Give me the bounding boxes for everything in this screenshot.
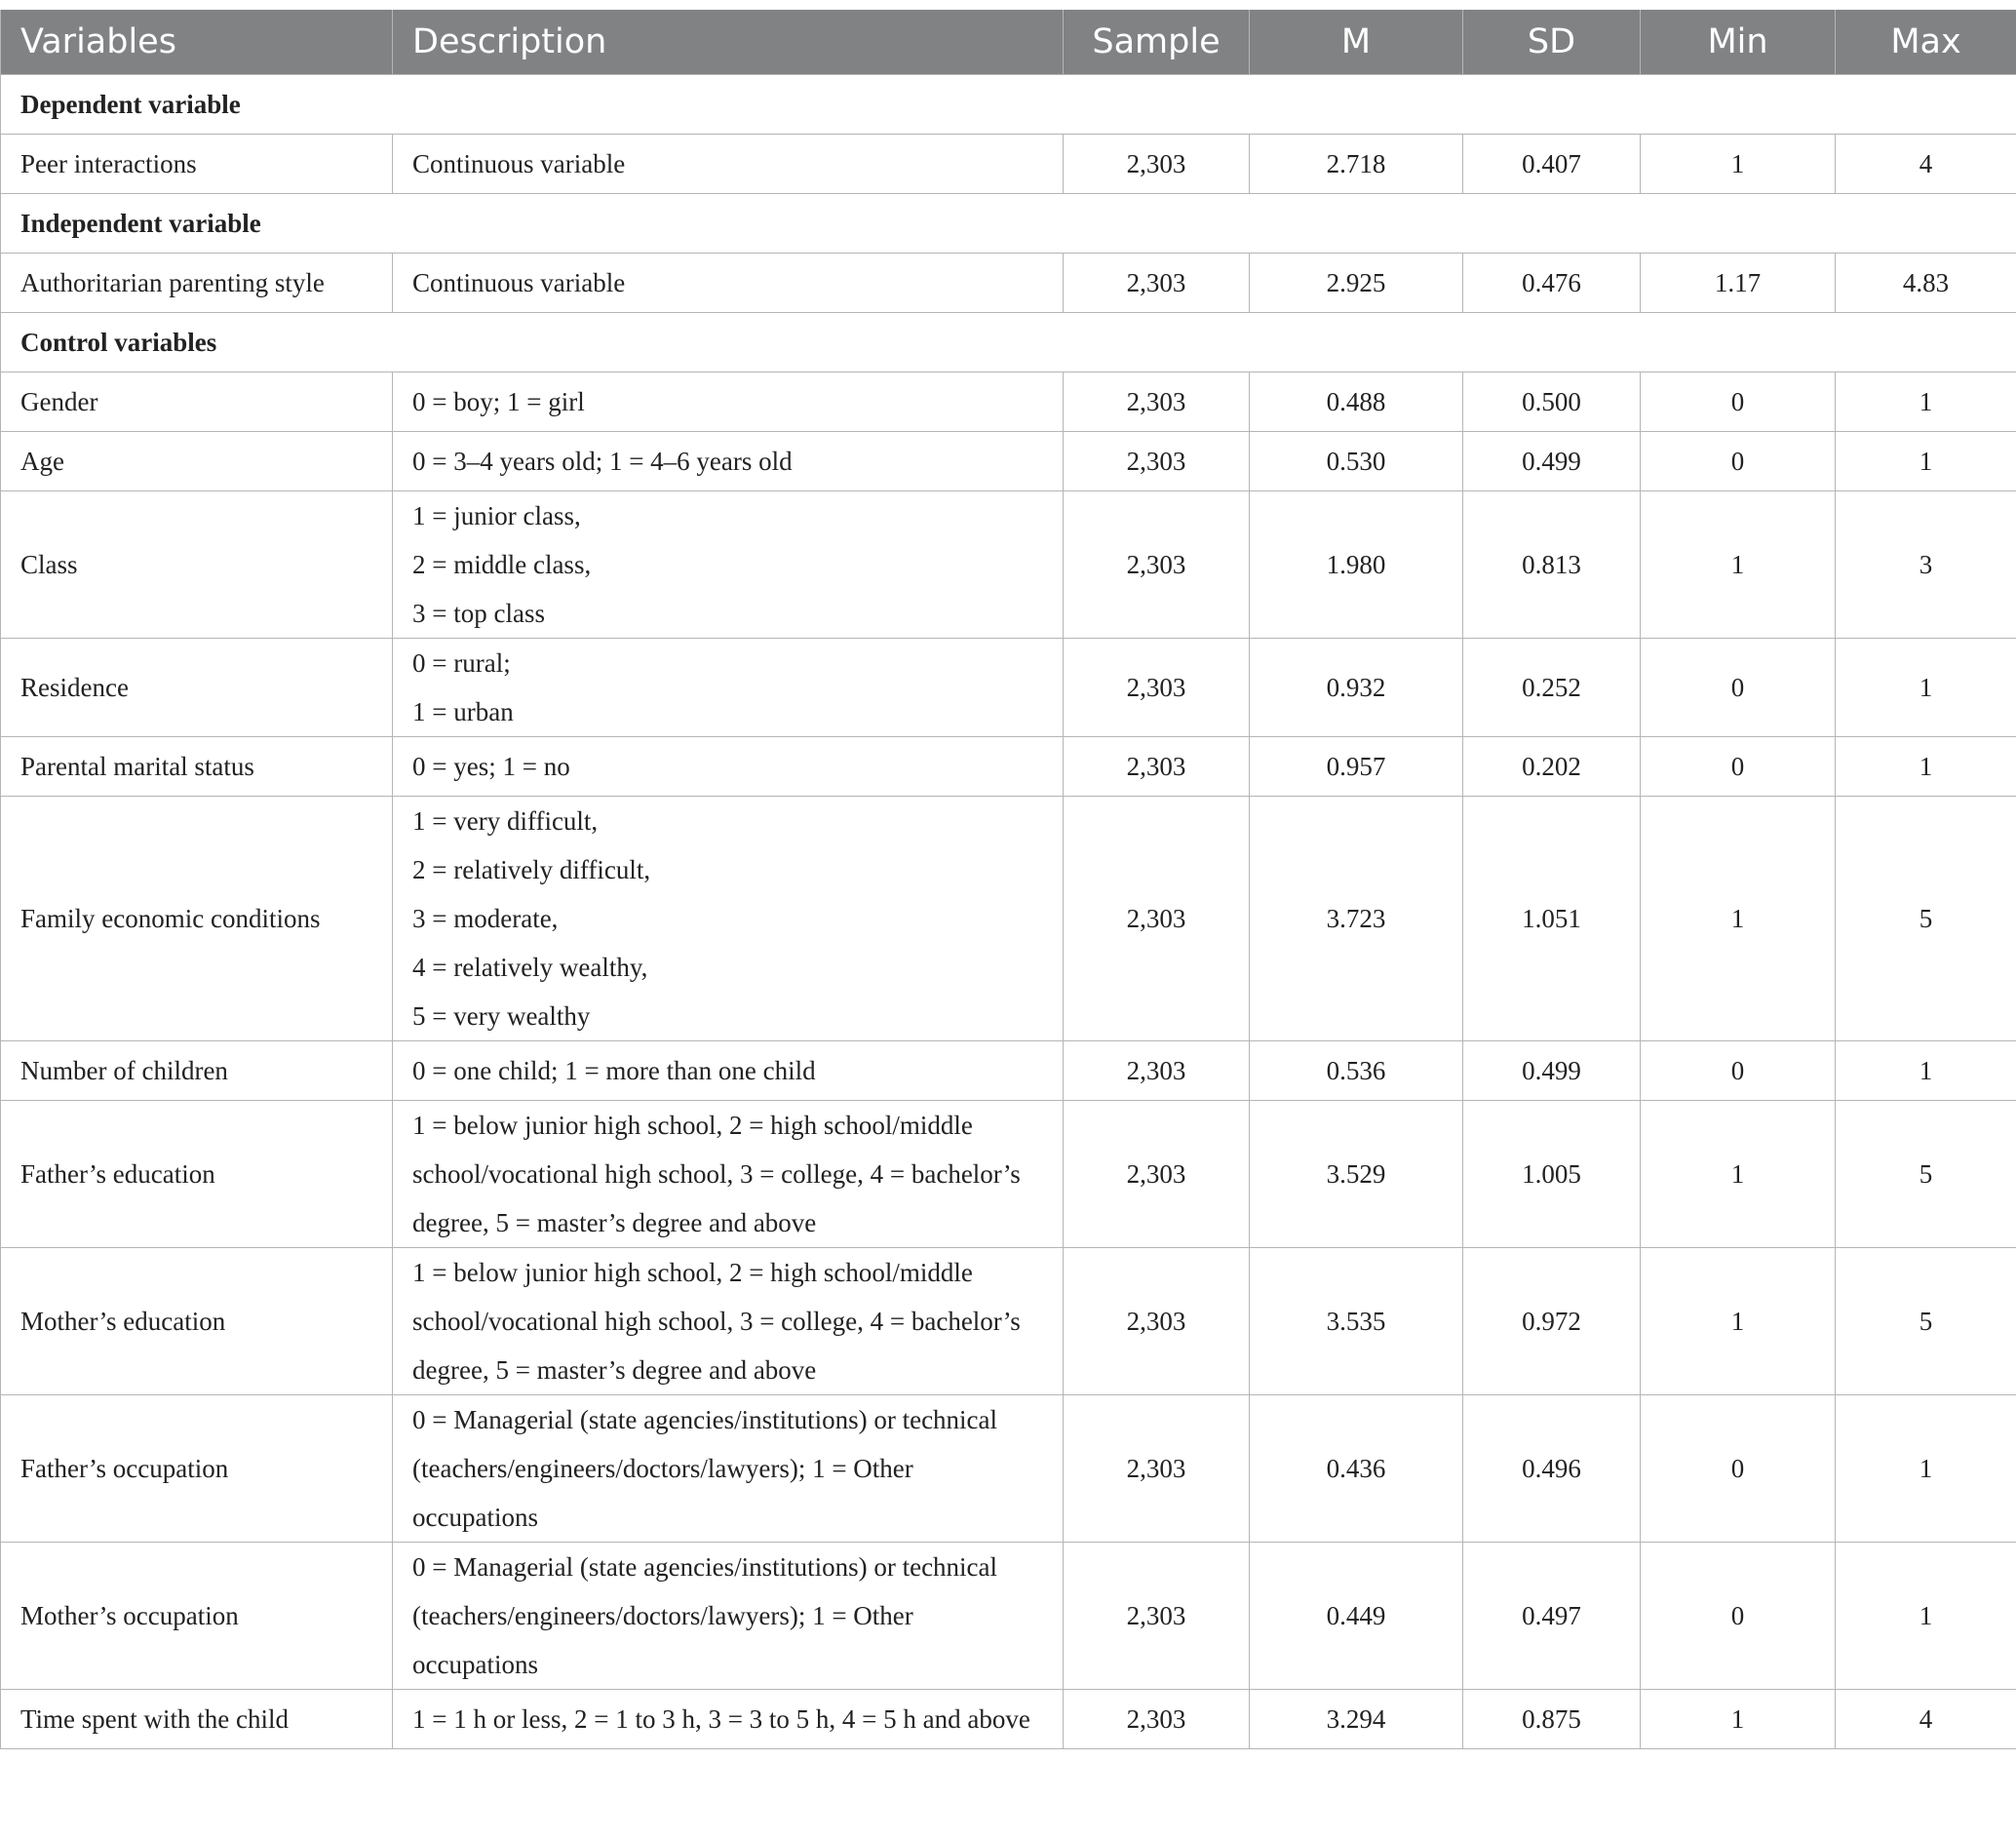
sample-cell: 2,303	[1064, 1248, 1250, 1395]
sd-cell: 1.005	[1463, 1101, 1641, 1248]
sd-cell: 0.407	[1463, 135, 1641, 194]
sd-cell: 0.252	[1463, 639, 1641, 737]
description-cell	[393, 639, 1064, 737]
table-row	[1, 737, 2016, 797]
max-cell: 1	[1836, 639, 2016, 737]
max-cell: 4	[1836, 135, 2016, 194]
table-row	[1, 1248, 2016, 1395]
description-line: 1 = junior class,	[412, 501, 581, 530]
mean-cell: 0.530	[1250, 432, 1463, 491]
mean-cell: 0.932	[1250, 639, 1463, 737]
description-line: 0 = 3–4 years old; 1 = 4–6 years old	[412, 447, 793, 476]
max-cell: 1	[1836, 372, 2016, 432]
variable-cell: Time spent with the child	[1, 1690, 393, 1749]
sample-cell: 2,303	[1064, 1543, 1250, 1690]
sd-cell: 0.499	[1463, 432, 1641, 491]
variable-cell: Gender	[1, 372, 393, 432]
section-row	[1, 194, 2016, 254]
descriptive-statistics-table-container	[0, 10, 2016, 1749]
description-line: 2 = relatively difficult,	[412, 855, 651, 884]
variable-cell: Number of children	[1, 1041, 393, 1101]
description-line: degree, 5 = master’s degree and above	[412, 1208, 817, 1237]
description-line: 0 = yes; 1 = no	[412, 752, 570, 781]
table-row	[1, 797, 2016, 1041]
sd-cell: 0.499	[1463, 1041, 1641, 1101]
mean-cell: 3.535	[1250, 1248, 1463, 1395]
description-line: 1 = below junior high school, 2 = high school/middle	[412, 1111, 973, 1140]
description-cell	[393, 1041, 1064, 1101]
mean-cell: 0.449	[1250, 1543, 1463, 1690]
description-cell	[393, 432, 1064, 491]
sample-cell: 2,303	[1064, 491, 1250, 639]
mean-cell: 2.925	[1250, 254, 1463, 313]
min-cell: 1	[1641, 1101, 1836, 1248]
section-title: Dependent variable	[1, 75, 2016, 135]
description-line: school/vocational high school, 3 = college, 4 = bachelor’s	[412, 1159, 1021, 1189]
header-m: M	[1250, 10, 1463, 75]
mean-cell: 3.723	[1250, 797, 1463, 1041]
variable-cell: Residence	[1, 639, 393, 737]
sample-cell: 2,303	[1064, 1041, 1250, 1101]
description-cell	[393, 135, 1064, 194]
variable-cell: Age	[1, 432, 393, 491]
header-row	[1, 10, 2016, 75]
sd-cell: 0.813	[1463, 491, 1641, 639]
description-line: 4 = relatively wealthy,	[412, 953, 648, 982]
description-line: 1 = very difficult,	[412, 806, 599, 836]
description-cell	[393, 372, 1064, 432]
sample-cell: 2,303	[1064, 135, 1250, 194]
table-row	[1, 254, 2016, 313]
table-body	[1, 75, 2016, 1749]
mean-cell: 0.957	[1250, 737, 1463, 797]
max-cell: 1	[1836, 432, 2016, 491]
description-line: Continuous variable	[412, 268, 626, 297]
table-row	[1, 1690, 2016, 1749]
variable-cell: Mother’s education	[1, 1248, 393, 1395]
description-cell	[393, 1690, 1064, 1749]
header-sd: SD	[1463, 10, 1641, 75]
max-cell: 1	[1836, 1543, 2016, 1690]
min-cell: 1	[1641, 135, 1836, 194]
description-line: (teachers/engineers/doctors/lawyers); 1 = Other	[412, 1601, 913, 1630]
min-cell: 1	[1641, 491, 1836, 639]
header-variables: Variables	[1, 10, 393, 75]
sd-cell: 0.500	[1463, 372, 1641, 432]
mean-cell: 3.294	[1250, 1690, 1463, 1749]
table-row	[1, 1041, 2016, 1101]
header-description: Description	[393, 10, 1064, 75]
mean-cell: 0.536	[1250, 1041, 1463, 1101]
variable-cell: Family economic conditions	[1, 797, 393, 1041]
description-cell	[393, 737, 1064, 797]
min-cell: 1	[1641, 797, 1836, 1041]
description-line: school/vocational high school, 3 = college, 4 = bachelor’s	[412, 1307, 1021, 1336]
table-row	[1, 491, 2016, 639]
max-cell: 1	[1836, 1395, 2016, 1543]
variable-cell: Mother’s occupation	[1, 1543, 393, 1690]
max-cell: 4.83	[1836, 254, 2016, 313]
min-cell: 0	[1641, 737, 1836, 797]
description-cell	[393, 1248, 1064, 1395]
description-line: occupations	[412, 1503, 538, 1532]
min-cell: 0	[1641, 372, 1836, 432]
sample-cell: 2,303	[1064, 1101, 1250, 1248]
description-line: 0 = rural;	[412, 648, 511, 678]
sample-cell: 2,303	[1064, 372, 1250, 432]
sample-cell: 2,303	[1064, 1395, 1250, 1543]
table-row	[1, 1395, 2016, 1543]
mean-cell: 0.488	[1250, 372, 1463, 432]
sd-cell: 0.497	[1463, 1543, 1641, 1690]
description-line: 1 = below junior high school, 2 = high school/middle	[412, 1258, 973, 1287]
variable-cell: Class	[1, 491, 393, 639]
description-cell	[393, 1101, 1064, 1248]
sd-cell: 0.496	[1463, 1395, 1641, 1543]
description-cell	[393, 1543, 1064, 1690]
description-cell	[393, 254, 1064, 313]
description-line: 0 = boy; 1 = girl	[412, 387, 585, 416]
header-min: Min	[1641, 10, 1836, 75]
sample-cell: 2,303	[1064, 432, 1250, 491]
sample-cell: 2,303	[1064, 639, 1250, 737]
description-line: 5 = very wealthy	[412, 1001, 591, 1031]
max-cell: 1	[1836, 737, 2016, 797]
description-line: 1 = urban	[412, 697, 514, 726]
mean-cell: 2.718	[1250, 135, 1463, 194]
sd-cell: 0.202	[1463, 737, 1641, 797]
section-row	[1, 75, 2016, 135]
section-row	[1, 313, 2016, 372]
min-cell: 0	[1641, 639, 1836, 737]
description-cell	[393, 797, 1064, 1041]
sample-cell: 2,303	[1064, 797, 1250, 1041]
variable-cell: Parental marital status	[1, 737, 393, 797]
sd-cell: 1.051	[1463, 797, 1641, 1041]
description-line: 0 = one child; 1 = more than one child	[412, 1056, 816, 1085]
description-line: 3 = moderate,	[412, 904, 559, 933]
table-row	[1, 639, 2016, 737]
mean-cell: 0.436	[1250, 1395, 1463, 1543]
sd-cell: 0.875	[1463, 1690, 1641, 1749]
description-line: Continuous variable	[412, 149, 626, 178]
header-max: Max	[1836, 10, 2016, 75]
mean-cell: 1.980	[1250, 491, 1463, 639]
max-cell: 5	[1836, 1248, 2016, 1395]
max-cell: 1	[1836, 1041, 2016, 1101]
description-line: degree, 5 = master’s degree and above	[412, 1355, 817, 1385]
max-cell: 5	[1836, 797, 2016, 1041]
sample-cell: 2,303	[1064, 737, 1250, 797]
variable-cell: Father’s education	[1, 1101, 393, 1248]
sd-cell: 0.972	[1463, 1248, 1641, 1395]
variable-cell: Father’s occupation	[1, 1395, 393, 1543]
table-header	[1, 10, 2016, 75]
table-row	[1, 135, 2016, 194]
table-row	[1, 1543, 2016, 1690]
section-title: Independent variable	[1, 194, 2016, 254]
description-line: 1 = 1 h or less, 2 = 1 to 3 h, 3 = 3 to 5 h, 4 = 5 h and above	[412, 1704, 1030, 1734]
description-line: 0 = Managerial (state agencies/institutions) or technical	[412, 1552, 998, 1582]
description-line: 3 = top class	[412, 599, 545, 628]
section-title: Control variables	[1, 313, 2016, 372]
min-cell: 1.17	[1641, 254, 1836, 313]
description-line: 2 = middle class,	[412, 550, 592, 579]
descriptive-statistics-table	[0, 10, 2016, 1749]
table-row	[1, 432, 2016, 491]
mean-cell: 3.529	[1250, 1101, 1463, 1248]
table-row	[1, 372, 2016, 432]
min-cell: 0	[1641, 1543, 1836, 1690]
sample-cell: 2,303	[1064, 1690, 1250, 1749]
min-cell: 0	[1641, 432, 1836, 491]
min-cell: 1	[1641, 1248, 1836, 1395]
description-cell	[393, 491, 1064, 639]
max-cell: 5	[1836, 1101, 2016, 1248]
sample-cell: 2,303	[1064, 254, 1250, 313]
description-line: (teachers/engineers/doctors/lawyers); 1 = Other	[412, 1454, 913, 1483]
max-cell: 3	[1836, 491, 2016, 639]
sd-cell: 0.476	[1463, 254, 1641, 313]
max-cell: 4	[1836, 1690, 2016, 1749]
variable-cell: Peer interactions	[1, 135, 393, 194]
min-cell: 0	[1641, 1395, 1836, 1543]
variable-cell: Authoritarian parenting style	[1, 254, 393, 313]
header-sample: Sample	[1064, 10, 1250, 75]
description-cell	[393, 1395, 1064, 1543]
table-row	[1, 1101, 2016, 1248]
min-cell: 0	[1641, 1041, 1836, 1101]
min-cell: 1	[1641, 1690, 1836, 1749]
description-line: 0 = Managerial (state agencies/institutions) or technical	[412, 1405, 998, 1434]
description-line: occupations	[412, 1650, 538, 1679]
